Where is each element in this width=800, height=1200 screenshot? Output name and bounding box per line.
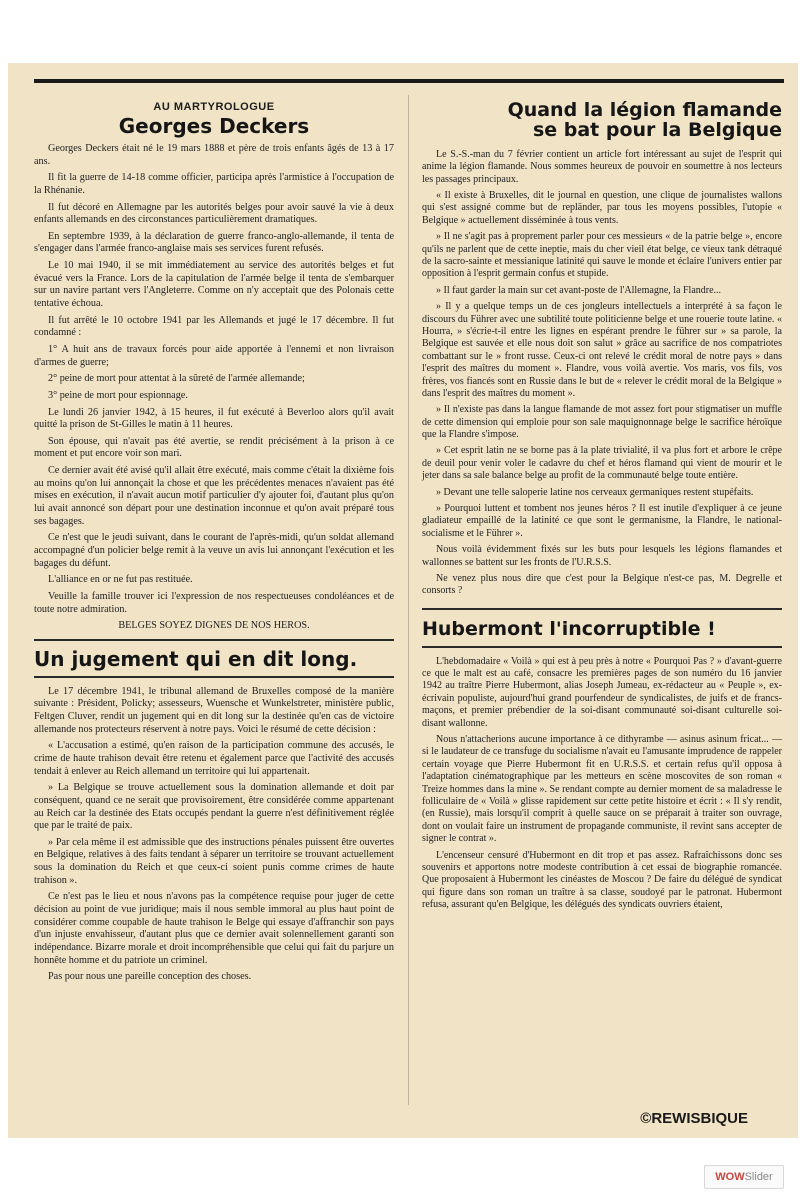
paragraph: 1° A huit ans de travaux forcés pour aide apportée à l'ennemi et non livraison d'armes de guerre; [34, 343, 394, 368]
deckers-sign: BELGES SOYEZ DIGNES DE NOS HEROS. [118, 620, 310, 632]
paragraph: En septembre 1939, à la déclaration de guerre franco-anglo-allemande, il tenta de s'engager dans l'armée franco-anglaise mais ses services furent refusés. [34, 230, 394, 255]
jugement-article [34, 686, 394, 984]
paragraph: Le lundi 26 janvier 1942, à 15 heures, il fut exécuté à Beverloo alors qu'il avait quitté la prison de St-Gilles le matin à 11 heures. [34, 406, 394, 431]
section-rule [34, 676, 394, 678]
paragraph: Nous voilà évidemment fixés sur les buts pour lesquels les légions flamandes et wallonnes se battent sur les fronts de l'U.R.S.S. [422, 544, 782, 568]
paragraph: » Devant une telle saloperie latine nos cerveaux germaniques restent stupéfaits. [436, 486, 754, 498]
paragraph: Il fut décoré en Allemagne par les autorités belges pour avoir sauvé la vie à deux enfants allemands en des circonstances particulièrement dramatiques. [34, 201, 394, 226]
paragraph: Veuille la famille trouver ici l'expression de nos respectueuses condoléances et de toute notre admiration. [34, 590, 394, 615]
top-rule [34, 79, 784, 83]
right-column [422, 101, 782, 916]
paragraph: » Pourquoi luttent et tombent nos jeunes héros ? Il est inutile d'expliquer à ce jeune gladiateur empaillé de la latinité ce que sont le germanisme, la Flandre, le national-socialisme et le Führer ». [422, 503, 782, 539]
slider-badge-suffix: Slider [744, 1171, 773, 1183]
section-rule [34, 639, 394, 641]
legion-title-line-2: se bat pour la Belgique [532, 118, 782, 141]
paragraph: Ce n'est pas le lieu et nous n'avons pas la compétence requise pour juger de cette décision au point de vue juridique; mais il nous semble immoral au plus haut point de considérer comme coupable de haute trahison le Belge qui essaye d'affranchir son pays d'un injuste envahisseur, d'autant plus que ce dernier avait solennellement garanti son indépendance. Bizarre morale et droit incompréhensible que celui qui fait du parjure un honnête homme et du patriote un criminel. [34, 891, 394, 966]
paragraph: Ce n'est que le jeudi suivant, dans le courant de l'après-midi, qu'un soldat allemand accompagné d'un policier belge remit à la veuve un avis lui annonçant l'exécution et les bagages du défunt. [34, 532, 394, 569]
paragraph: Georges Deckers était né le 19 mars 1888 et père de trois enfants âgés de 13 à 17 ans. [34, 143, 394, 167]
paragraph: « L'accusation a estimé, qu'en raison de la participation commune des accusés, le crime de haute trahison devait être retenu et également parce que l'activité des accusés tendait à enlever au Reich allemand un territoire qui lui appartenait. [34, 740, 394, 777]
paragraph: » Cet esprit latin ne se borne pas à la plate trivialité, il va plus fort et arbore le crêpe de deuil pour venir voler le cadavre du chef et héros flamand qui vient de mourir et le jeter dans sa sale balance belge au profit de la communauté belge toute entière. [422, 445, 782, 482]
legion-article [422, 149, 782, 598]
copyright-mark: ©REWISBIQUE [640, 1110, 748, 1127]
section-kicker: AU MARTYROLOGUE [153, 101, 275, 113]
paragraph: Ne venez plus nous dire que c'est pour la Belgique n'est-ce pas, M. Degrelle et consorts ? [422, 572, 782, 597]
paragraph: Le 17 décembre 1941, le tribunal allemand de Bruxelles composé de la manière suivante : Président, Policky; assesseurs, Wuensche et Wunkelstreter, ministère public, Feltgen Cluver, rendit un jugement qui en dit long sur la destinée qu'en cas de victoire allemande nos protecteurs réservent à notre pays. Voici le résumé de cette décision : [34, 685, 394, 735]
paragraph: L'hebdomadaire « Voilà » qui est à peu près à notre « Pourquoi Pas ? » d'avant-guerre ce que le malt est au café, consacre les premières pages de son numéro du 16 janvier 1942 au traître Pierre Hubermont, alias Joseph Jumeau, ex-rédacteur au « Peuple », ex-écrivain populiste, aujourd'hui grand pourfendeur de syndicalistes, de juifs et de francs-maçons, et premier prébendier de la soi-disant communauté soi-disant culturelle soi-disant wallonne. [422, 655, 782, 729]
paragraph: L'alliance en or ne fut pas restituée. [48, 574, 193, 586]
section-rule [422, 646, 782, 648]
paragraph: 3° peine de mort pour espionnage. [48, 389, 188, 401]
paragraph: Il fit la guerre de 14-18 comme officier, participa après l'armistice à l'occupation de la Rhénanie. [34, 172, 394, 196]
left-column [34, 101, 394, 988]
paragraph: Son épouse, qui n'avait pas été avertie, se rendit précisément à la prison à ce moment et put encore voir son mari. [34, 435, 394, 460]
paragraph: » Il n'existe pas dans la langue flamande de mot assez fort pour stigmatiser un muffle de cette dimension qui emploie pour son sale maquignonnage belge le sacrifice héroïque que la Flandre s'impose. [422, 404, 782, 441]
jugement-title: Un jugement qui en dit long. [34, 646, 358, 671]
page-content [34, 77, 784, 1127]
newspaper-page [8, 63, 798, 1138]
paragraph: Le 10 mai 1940, il se mit immédiatement au service des autorités belges et fut évacué vers la France. Lors de la capitulation de l'armée belge il tenta de s'embarquer sur un navire partant vers l'Angleterre. Comme on n'y acceptait que des Polonais cette tentative échoua. [34, 260, 394, 310]
paragraph: « Il existe à Bruxelles, dit le journal en question, une clique de journalistes wallons qui s'est assigné comme but de repländer, par tous les moyens possibles, l'utopie « Belgique » actuellement disséminée à tous vents. [422, 190, 782, 226]
column-separator [408, 95, 409, 1105]
paragraph: » Il faut garder la main sur cet avant-poste de l'Allemagne, la Flandre... [436, 284, 722, 296]
paragraph: » Il y a quelque temps un de ces jongleurs intellectuels a interprété à sa façon le discours du Führer avec une subtilité toute politicienne belge et une rouerie toute latine. « Hourra, » s'écrie-t-il entre les lignes en espérant prendre le führer sur » sa parole, la Belgique est sauvée et elle nous doit son salut » grâce au sacrifice de nos compatriotes combattant sur le » front russe. Ceux-ci ont relevé le crédit moral de notre pays » dans l'esprit des maîtres du moment ». Flandre, vous voilà avertie. Vos maris, vos fils, vos frères, vos fiancés sont en Russie dans le but de « relever le crédit moral de la Belgique » dans l'esprit des maîtres du moment ». [422, 301, 782, 399]
paragraph: Le S.-S.-man du 7 février contient un article fort intéressant au sujet de l'esprit qui anime la légion flamande. Nous sommes heureux de pouvoir en soumettre à nos lecteurs les passages principaux. [422, 148, 782, 185]
paragraph: » La Belgique se trouve actuellement sous la domination allemande et doit par conséquent, quand ce ne serait que provisoirement, être considérée comme appartenant au Reich car la destinée des Etats occupés pendant la guerre n'est définitivement réglée que par le traité de paix. [34, 782, 394, 832]
paragraph: » Par cela même il est admissible que des instructions pénales puissent être ouvertes en Belgique, relatives à des faits tendant à séparer un territoire se trouvant actuellement sous la domination du Reich et que ceux-ci soient punis comme crimes de haute trahison ». [34, 836, 394, 886]
deckers-article [34, 143, 394, 616]
paragraph: 2° peine de mort pour attentat à la sûreté de l'armée allemande; [48, 373, 305, 385]
paragraph: Pas pour nous une pareille conception des choses. [48, 971, 252, 983]
slider-badge[interactable] [704, 1165, 784, 1189]
hubermont-title: Hubermont l'incorruptible ! [422, 617, 716, 640]
paragraph: Il fut arrêté le 10 octobre 1941 par les Allemands et jugé le 17 décembre. Il fut condamné : [34, 314, 394, 339]
paragraph: L'encenseur censuré d'Hubermont en dit trop et pas assez. Rafraîchissons donc ses souvenirs et apportons notre modeste contribution à cet essai de biographie romancée. Que proposaient à Hubermont les cinéastes de Moscou ? De faire du délégué de syndicat qui figure dans son roman un traître à sa classe, soudoyé par le patronat. Hubermont refusa, assurant qu'en Belgique, les délégués des syndicats ouvriers étaient, [422, 849, 782, 911]
paragraph: Ce dernier avait été avisé qu'il allait être exécuté, mais comme c'était la dixième fois au moins qu'on lui annonçait la chose et que les précédentes menaces n'avaient pas été mises en exécution, il n'avait aucun motif particulier d'y ajouter foi, d'autant plus qu'on lui avait annoncé son départ pour une destination inconnue et qu'on avait préparé tous ses bagages. [34, 465, 394, 527]
paragraph: » Il ne s'agit pas à proprement parler pour ces messieurs « de la patrie belge », encore qu'ils ne parlent que de cette ineptie, mais du cher vieil état belge, ce vieux tank détraqué de la sacro-sainte et messianique latinité qui sauve le monde et éclaire l'univers entier par opposition à l'esprit germain confus et stupide. [422, 231, 782, 280]
legion-title-line-1: Quand la légion flamande [507, 99, 782, 121]
hubermont-article [422, 656, 782, 912]
deckers-title: Georges Deckers [118, 114, 310, 138]
paragraph: Nous n'attacherions aucune importance à ce dithyrambe — asinus asinum fricat... — si le laudateur de ce transfuge du socialisme n'avait eu l'amusante imprudence de rappeler certain voyage que Pierre Hubermont fit en U.R.S.S. et certain refus qu'il opposa à l'adaptation cinématographique par les metteurs en scène moscovites de son roman « Treize hommes dans la mine ». Se rendant compte au dernier moment de sa maladresse le folliculaire de « Voilà » glisse rapidement sur cette petite histoire et écrit : « Il s'y rendit, (en Russie), mais lorsqu'il comprit à quelle sauce on se préparait à traiter son ouvrage, dont on voulait faire un instrument de propagande communiste, il revint sans accepter de signer le contrat ». [422, 734, 782, 845]
section-rule [422, 608, 782, 610]
slider-badge-prefix: WOW [715, 1171, 745, 1183]
